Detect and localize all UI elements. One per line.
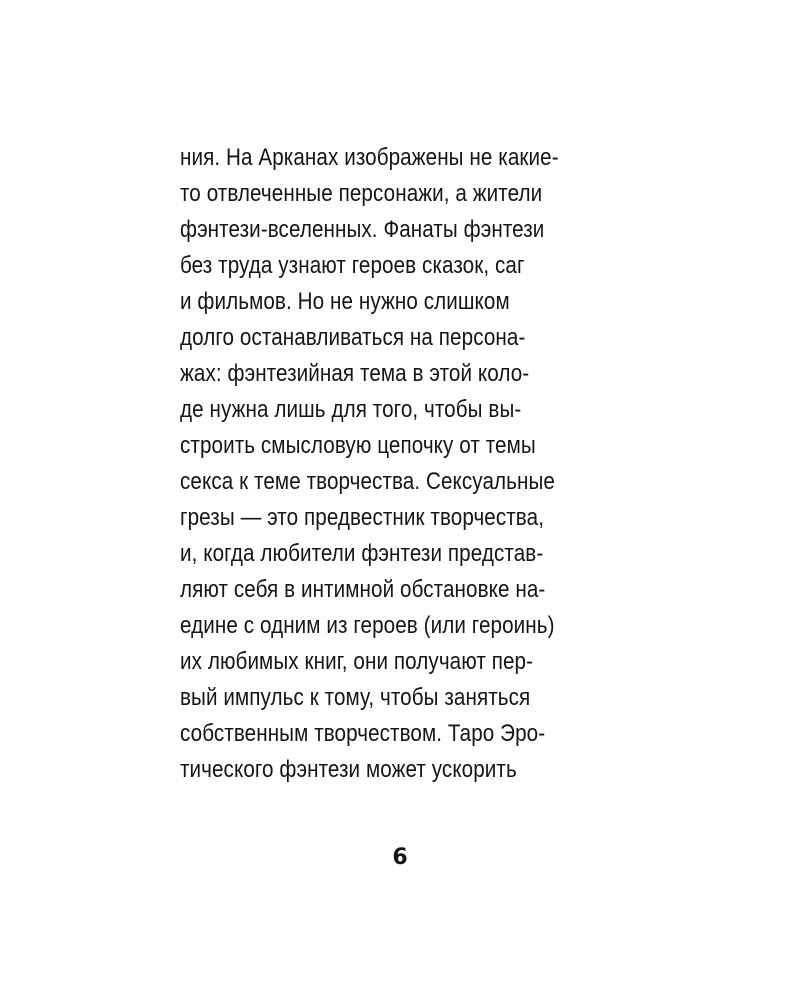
text-line: тического фэнтези может ускорить (180, 756, 517, 783)
text-line: жах: фэнтезийная тема в этой коло- (180, 360, 530, 387)
text-line: без труда узнают героев сказок, саг (180, 252, 525, 279)
text-line: их любимых книг, они получают пер- (180, 648, 534, 675)
text-line: и фильмов. Но не нужно слишком (180, 288, 510, 315)
text-line: едине с одним из героев (или героинь) (180, 612, 555, 639)
text-line: ляют себя в интимной обстановке на- (180, 576, 546, 603)
text-line: грезы — это предвестник творчества, (180, 504, 545, 531)
text-line: то отвлеченные персонажи, а жители (180, 180, 543, 207)
text-line: фэнтези-вселенных. Фанаты фэнтези (180, 216, 545, 243)
page-number: 6 (392, 845, 408, 870)
body-text (180, 140, 650, 788)
text-line: долго останавливаться на персона- (180, 324, 526, 351)
text-line: де нужна лишь для того, чтобы вы- (180, 396, 522, 423)
text-line: секса к теме творчества. Сексуальные (180, 468, 555, 495)
text-line: ния. На Арканах изображены не какие- (180, 144, 559, 171)
text-line: вый импульс к тому, чтобы заняться (180, 684, 531, 711)
text-line: строить смысловую цепочку от темы (180, 432, 536, 459)
text-line: собственным творчеством. Таро Эро- (180, 720, 546, 747)
text-line: и, когда любители фэнтези представ- (180, 540, 544, 567)
